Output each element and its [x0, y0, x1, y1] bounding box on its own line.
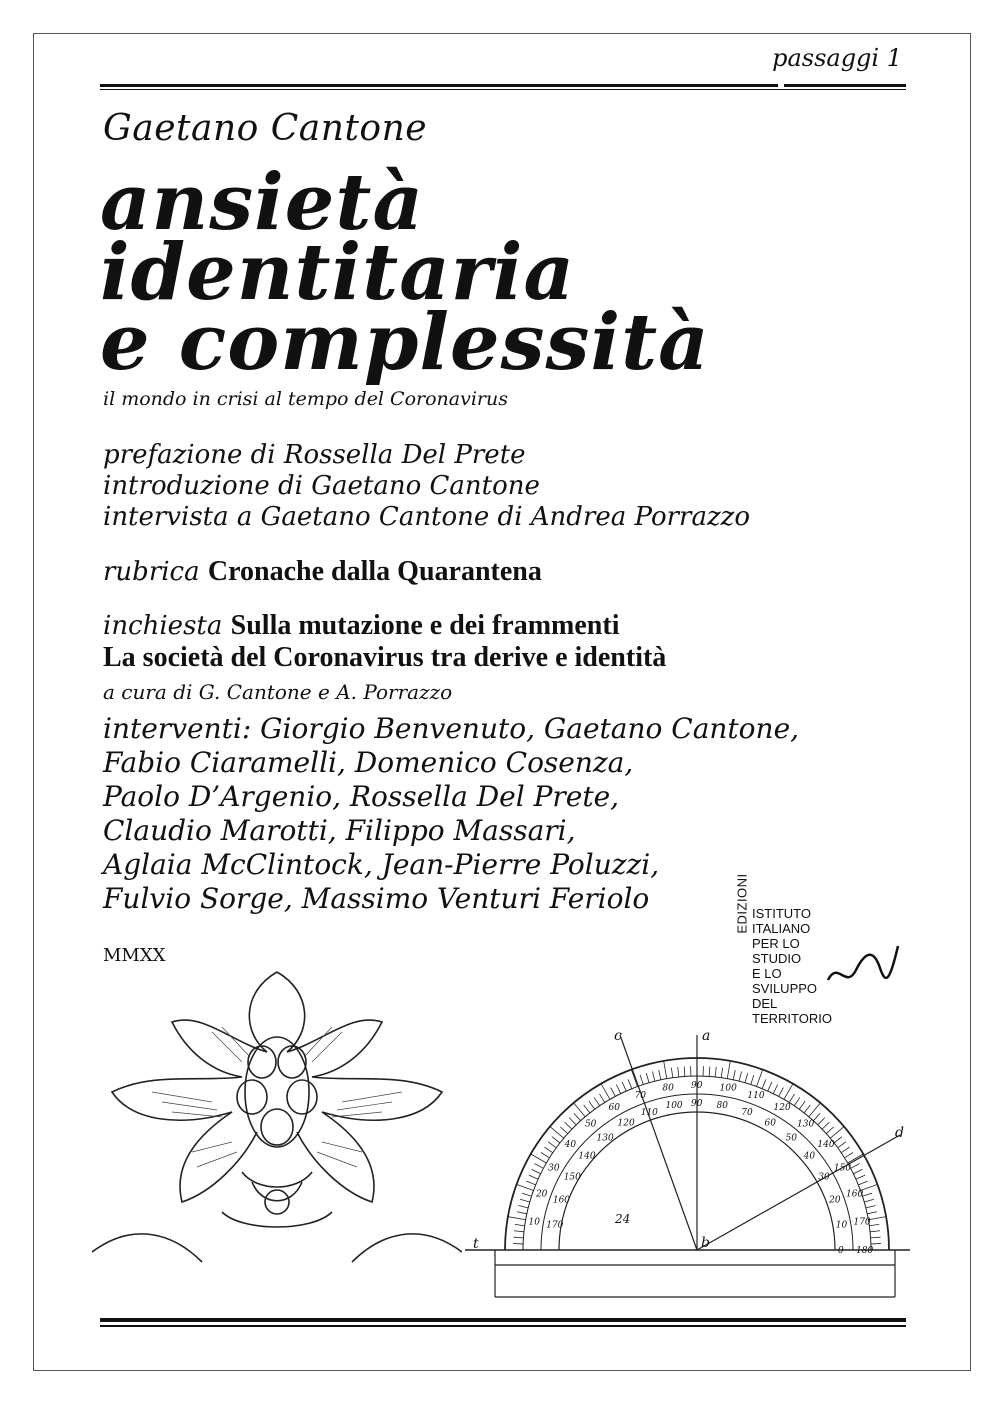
subtitle: il mondo in crisi al tempo del Coronavirus	[103, 388, 508, 410]
protractor-tick	[508, 1217, 526, 1220]
protractor-tick	[794, 1097, 800, 1105]
protractor-tick	[684, 1066, 685, 1076]
protractor-tick	[866, 1205, 876, 1207]
publisher-line: SVILUPPO	[752, 981, 818, 996]
top-rule-thin	[100, 89, 906, 90]
protractor-tick	[601, 1084, 610, 1100]
protractor-outer-label: 130	[797, 1119, 815, 1130]
inchiesta-block	[103, 610, 666, 673]
protractor-tick	[594, 1097, 600, 1105]
protractor-tick	[789, 1094, 794, 1102]
protractor-outer-label: 30	[548, 1163, 560, 1174]
title-line-3: e complessità	[100, 297, 710, 388]
protractor-tick	[515, 1224, 525, 1225]
protractor-tick	[813, 1113, 820, 1120]
top-rule-thick-right	[784, 84, 906, 87]
protractor-tick	[868, 1217, 886, 1220]
protractor-tick	[822, 1122, 829, 1129]
protractor-tick	[574, 1113, 581, 1120]
protractor-tick	[826, 1127, 833, 1134]
credit-preface: prefazione di Rossella Del Prete	[103, 440, 526, 470]
protractor-tick	[869, 1224, 879, 1225]
protractor-tick	[631, 1070, 637, 1087]
protractor-tick	[871, 1237, 881, 1238]
rubrica-label: rubrica	[103, 557, 200, 587]
protractor-tick	[862, 1193, 872, 1196]
series-label: passaggi 1	[772, 44, 902, 72]
contributors-line: Aglaia McClintock, Jean-Pierre Poluzzi,	[103, 848, 660, 881]
title-line-1: ansietà	[100, 157, 424, 248]
protractor-tick	[652, 1071, 654, 1081]
protractor-inner-label: 10	[835, 1220, 848, 1231]
book-title	[100, 157, 710, 388]
protractor-tick	[779, 1088, 784, 1097]
protractor-tick	[535, 1164, 544, 1169]
protractor-tick	[838, 1142, 846, 1148]
protractor-inner-label: 70	[741, 1107, 753, 1118]
protractor-tick	[745, 1073, 748, 1083]
protractor-tick	[513, 1237, 523, 1238]
rubrica-line	[103, 556, 542, 588]
protractor-tick	[870, 1231, 880, 1232]
protractor-tick	[616, 1085, 620, 1094]
protractor-tick	[762, 1079, 766, 1088]
protractor-outer-label: 140	[817, 1139, 835, 1150]
protractor-tick	[522, 1193, 532, 1196]
contributors-line: Fulvio Sorge, Massimo Venturi Feriolo	[103, 882, 650, 915]
publisher-name	[752, 906, 832, 1026]
protractor-tick	[584, 1105, 590, 1113]
protractor-tick	[671, 1068, 672, 1078]
protractor-outer-label: 20	[535, 1189, 548, 1200]
protractor-outer-label: 80	[662, 1083, 674, 1094]
protractor-tick	[517, 1212, 527, 1214]
protractor-tick	[646, 1073, 649, 1083]
protractor-tick	[864, 1199, 874, 1202]
protractor-tick	[659, 1070, 661, 1080]
bottom-rule-thin	[100, 1325, 906, 1327]
protractor-outer-label: 60	[608, 1103, 620, 1114]
publisher-edizioni: EDIZIONI	[734, 873, 750, 934]
contributors-block	[103, 712, 823, 916]
protractor-outer-label: 100	[719, 1083, 737, 1094]
protractor-tick	[531, 1154, 547, 1163]
protractor-outer-label: 120	[773, 1103, 791, 1114]
inchiesta-title-2: La società del Coronavirus tra derive e identità	[103, 642, 667, 673]
inchiesta-label: inchiesta	[103, 611, 223, 641]
protractor-tick	[541, 1152, 549, 1157]
protractor-inner-label: 30	[818, 1172, 830, 1183]
protractor-tick	[733, 1070, 735, 1080]
protractor-inner-label: 20	[829, 1195, 841, 1206]
title-line-2: identitaria	[100, 227, 576, 318]
protractor-tick	[560, 1127, 567, 1134]
protractor-outer-label: 70	[634, 1090, 647, 1101]
protractor-tick	[845, 1152, 853, 1157]
protractor-label-t: t	[473, 1236, 479, 1252]
protractor-label-24: 24	[615, 1212, 631, 1226]
protractor-tick	[589, 1101, 595, 1109]
protractor-inner-label: 160	[552, 1195, 571, 1206]
protractor-tick	[773, 1085, 777, 1094]
bottom-rule-thick	[100, 1318, 906, 1322]
protractor-tick	[599, 1094, 604, 1102]
protractor-tick	[858, 1181, 867, 1185]
protractor-outer-label: 110	[747, 1090, 765, 1101]
publication-year: MMXX	[103, 945, 166, 966]
publisher-line: PER LO	[752, 936, 800, 951]
protractor-tick	[664, 1061, 667, 1079]
protractor-tick	[851, 1164, 860, 1169]
protractor-outer-label: 150	[833, 1163, 852, 1174]
protractor-outer-label: 180	[856, 1246, 874, 1256]
protractor-label-a: a	[702, 1028, 711, 1044]
protractor-outer-label: 50	[584, 1119, 597, 1130]
protractor-inner-label: 140	[578, 1151, 596, 1162]
contributors-line: Claudio Marotti, Filippo Massari,	[103, 814, 576, 847]
protractor-outer-label: 90	[691, 1081, 703, 1091]
protractor-tick	[565, 1122, 572, 1129]
protractor-tick	[526, 1181, 535, 1185]
protractor-tick	[853, 1169, 862, 1173]
protractor-tick	[569, 1118, 576, 1125]
protractor-tick	[678, 1067, 679, 1077]
protractor-tick	[517, 1184, 534, 1190]
credits-block	[103, 440, 750, 533]
contributors-line: Fabio Ciaramelli, Domenico Cosenza,	[103, 746, 634, 779]
protractor-inner-label: 120	[617, 1118, 635, 1129]
protractor-tick	[548, 1142, 556, 1148]
editors-line: a cura di G. Cantone e A. Porrazzo	[103, 680, 453, 704]
credit-interview: intervista a Gaetano Cantone di Andrea Porrazzo	[103, 502, 751, 532]
author-name: Gaetano Cantone	[103, 108, 428, 149]
protractor-outer-label: 170	[853, 1217, 871, 1228]
protractor-tick	[715, 1067, 716, 1077]
publisher-line: DEL	[752, 996, 778, 1011]
publisher-line: STUDIO	[752, 951, 802, 966]
protractor-inner-label: 170	[546, 1220, 564, 1231]
protractor-tick	[768, 1082, 772, 1091]
protractor-inner-label: 150	[563, 1172, 581, 1183]
protractor-tick	[721, 1068, 722, 1078]
protractor-tick	[709, 1066, 710, 1076]
protractor-tick	[739, 1071, 741, 1081]
protractor-tick	[552, 1137, 560, 1143]
protractor-inner-label: 40	[803, 1151, 816, 1162]
protractor-tick	[867, 1212, 877, 1214]
publisher-line: TERRITORIO	[752, 1011, 832, 1026]
publisher-swash-icon	[824, 940, 904, 1000]
protractor-tick	[520, 1199, 530, 1202]
protractor-outer-label: 160	[846, 1189, 864, 1200]
protractor-tick	[544, 1147, 552, 1153]
credit-introduction: introduzione di Gaetano Cantone	[103, 471, 540, 501]
protractor-illustration	[465, 1025, 910, 1305]
protractor-inner-label: 50	[785, 1133, 797, 1144]
protractor-tick	[532, 1169, 541, 1173]
protractor-tick	[640, 1075, 643, 1085]
protractor-tick	[611, 1088, 616, 1097]
protractor-tick	[784, 1084, 793, 1100]
protractor-outer-label: 40	[564, 1139, 577, 1150]
protractor-tick	[799, 1101, 805, 1109]
protractor-outer-label: 10	[528, 1217, 540, 1228]
contributors-line: Paolo D’Argenio, Rossella Del Prete,	[103, 780, 620, 813]
protractor-label-d: d	[895, 1125, 904, 1141]
inchiesta-title-1: Sulla mutazione e dei frammenti	[230, 610, 620, 641]
protractor-inner-label: 90	[691, 1099, 703, 1109]
rubrica-title: Cronache dalla Quarantena	[207, 556, 542, 587]
protractor-tick	[514, 1231, 524, 1232]
protractor-tick	[622, 1082, 626, 1091]
protractor-tick	[529, 1175, 538, 1179]
protractor-tick	[751, 1075, 754, 1085]
protractor-tick	[818, 1118, 825, 1125]
protractor-tick	[804, 1105, 810, 1113]
top-rule-thick-left	[100, 84, 778, 87]
protractor-tick	[757, 1070, 763, 1087]
protractor-tick	[518, 1205, 528, 1207]
protractor-tick	[856, 1175, 865, 1179]
protractor-inner-label: 130	[596, 1133, 614, 1144]
protractor-tick	[841, 1147, 849, 1153]
protractor-tick	[848, 1154, 864, 1163]
protractor-tick	[834, 1137, 842, 1143]
protractor-inner-label: 80	[716, 1101, 728, 1112]
contributors-line: interventi: Giorgio Benvenuto, Gaetano Cantone,	[103, 712, 800, 745]
acanthus-ornament-illustration	[92, 952, 462, 1277]
protractor-label-c: c	[614, 1028, 622, 1044]
protractor-inner-label: 0	[838, 1246, 844, 1256]
protractor-inner-label: 60	[764, 1118, 776, 1129]
protractor-tick	[727, 1061, 730, 1079]
protractor-inner-label: 110	[640, 1107, 658, 1118]
publisher-line: ITALIANO	[752, 921, 811, 936]
protractor-label-b: b	[701, 1235, 710, 1251]
protractor-tick	[628, 1079, 632, 1088]
protractor-inner-label: 100	[665, 1101, 683, 1112]
publisher-line: ISTITUTO	[752, 906, 811, 921]
publisher-line: E LO	[752, 966, 782, 981]
publisher-logo	[734, 858, 872, 1038]
